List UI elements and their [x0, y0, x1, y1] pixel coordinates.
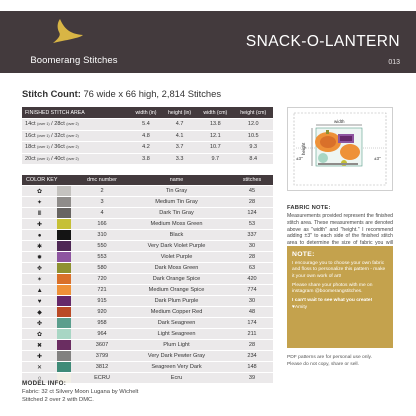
stitches-cell: 39 [231, 373, 273, 384]
note-box [287, 246, 393, 348]
stitches-cell: 28 [231, 197, 273, 208]
color-swatch [57, 329, 71, 339]
swatch-cell [57, 230, 82, 241]
floss-name-cell: Dark Tin Gray [122, 208, 231, 219]
symbol-cell: ○ [22, 373, 57, 384]
floss-name-cell: Very Dark Pewter Gray [122, 351, 231, 362]
stitches-cell: 30 [231, 241, 273, 252]
dmc-number-cell: 166 [82, 219, 122, 230]
dmc-number-cell: ECRU [82, 373, 122, 384]
dmc-number-cell: 3 [82, 197, 122, 208]
stitches-cell: 124 [231, 208, 273, 219]
preview-illustration [288, 108, 392, 190]
column-header: width (in) [130, 107, 162, 119]
color-swatch [57, 285, 71, 295]
height-in-cell: 3.7 [162, 142, 197, 154]
symbol-cell: ✱ [22, 241, 57, 252]
column-header: stitches [231, 175, 273, 186]
symbol-cell: ▲ [22, 285, 57, 296]
color-swatch [57, 197, 71, 207]
swatch-cell [57, 186, 82, 197]
dmc-number-cell: 310 [82, 230, 122, 241]
table-row [22, 362, 273, 373]
note-paragraph: Please share your photos with me on instagram @boomerangstitches. [292, 282, 373, 295]
stitches-cell: 420 [231, 274, 273, 285]
swatch-cell [57, 241, 82, 252]
width-cm-cell: 13.8 [197, 119, 233, 131]
stitches-cell: 63 [231, 263, 273, 274]
swatch-cell [57, 362, 82, 373]
column-header: FINISHED STITCH AREA [22, 107, 130, 119]
fabric-note-title: FABRIC NOTE: [287, 205, 331, 211]
floss-name-cell: Violet Purple [122, 252, 231, 263]
table-row [22, 351, 273, 362]
color-swatch [57, 274, 71, 284]
pattern-title: SNACK-O-LANTERN [245, 33, 400, 50]
table-header-row [22, 175, 273, 186]
color-swatch [57, 230, 71, 240]
symbol-cell: ✚ [22, 351, 57, 362]
table-row [22, 142, 273, 154]
fabric-count-cell: 14ct (over 1) / 28ct (over 2) [22, 119, 130, 131]
swatch-cell [57, 340, 82, 351]
color-swatch [57, 219, 71, 229]
table-row [22, 241, 273, 252]
table-row [22, 130, 273, 142]
floss-name-cell: Dark Seagreen [122, 318, 231, 329]
floss-name-cell: Plum Light [122, 340, 231, 351]
floss-name-cell: Medium Copper Red [122, 307, 231, 318]
height-cm-cell: 12.0 [234, 119, 274, 131]
dmc-number-cell: 720 [82, 274, 122, 285]
table-row [22, 318, 273, 329]
height-cm-cell: 9.3 [234, 142, 274, 154]
width-in-cell: 5.4 [130, 119, 162, 131]
pattern-preview-image [287, 107, 393, 191]
symbol-cell: ♥ [22, 296, 57, 307]
swatch-cell [57, 285, 82, 296]
table-row [22, 230, 273, 241]
stitches-cell: 774 [231, 285, 273, 296]
color-swatch [57, 318, 71, 328]
dmc-number-cell: 964 [82, 329, 122, 340]
swatch-cell [57, 296, 82, 307]
table-row [22, 329, 273, 340]
floss-name-cell: Very Dark Violet Purple [122, 241, 231, 252]
symbol-cell: ● [22, 230, 57, 241]
model-info [22, 380, 138, 404]
table-row [22, 208, 273, 219]
dmc-number-cell: 553 [82, 252, 122, 263]
width-label: width [334, 119, 345, 124]
color-key-body [22, 186, 273, 384]
floss-name-cell: Black [122, 230, 231, 241]
dmc-number-cell: 920 [82, 307, 122, 318]
color-swatch [57, 252, 71, 262]
table-row [22, 296, 273, 307]
stitches-cell: 28 [231, 252, 273, 263]
width-cm-cell: 12.1 [197, 130, 233, 142]
column-header: width (cm) [197, 107, 233, 119]
model-info-title: MODEL INFO: [22, 380, 67, 387]
stitch-count-value: 76 wide x 66 high, 2,814 Stitches [83, 88, 222, 99]
height-cm-cell: 10.5 [234, 130, 274, 142]
swatch-cell [57, 197, 82, 208]
color-key-table [22, 175, 273, 384]
symbol-cell: ✥ [22, 263, 57, 274]
color-swatch [57, 186, 71, 196]
symbol-cell: ✤ [22, 318, 57, 329]
floss-name-cell: Light Seagreen [122, 329, 231, 340]
symbol-cell: ✹ [22, 252, 57, 263]
symbol-cell: ✶ [22, 274, 57, 285]
floss-name-cell: Medium Moss Green [122, 219, 231, 230]
swatch-cell [57, 329, 82, 340]
table-row [22, 263, 273, 274]
column-header: COLOR KEY [22, 175, 82, 186]
stitches-cell: 28 [231, 340, 273, 351]
dmc-number-cell: 3799 [82, 351, 122, 362]
floss-name-cell: Medium Orange Spice [122, 285, 231, 296]
stitches-cell: 148 [231, 362, 273, 373]
width-in-cell: 4.8 [130, 130, 162, 142]
floss-name-cell: Medium Tin Gray [122, 197, 231, 208]
swatch-cell [57, 307, 82, 318]
swatch-cell [57, 252, 82, 263]
width-in-cell: 4.2 [130, 142, 162, 154]
brand-name: Boomerang Stitches [30, 55, 118, 66]
swatch-cell [57, 263, 82, 274]
margin-label-left: ±3" [296, 156, 303, 161]
header-banner [0, 11, 416, 73]
margin-label-right: ±3" [374, 156, 381, 161]
symbol-cell: ✿ [22, 186, 57, 197]
column-header: dmc number [82, 175, 122, 186]
dmc-number-cell: 550 [82, 241, 122, 252]
swatch-cell [57, 219, 82, 230]
note-closing: I can't wait to see what you create! [292, 298, 373, 304]
column-header: height (in) [162, 107, 197, 119]
table-row [22, 197, 273, 208]
stitches-cell: 174 [231, 318, 273, 329]
model-fabric-line: Fabric: 32 ct Silvery Moon Lugana by Wichelt [22, 389, 139, 395]
pdf-note-line: PDF patterns are for personal use only. [287, 355, 372, 360]
pattern-code: 013 [388, 59, 400, 66]
color-swatch [57, 208, 71, 218]
color-swatch [57, 307, 71, 317]
color-swatch [57, 241, 71, 251]
color-swatch [57, 340, 71, 350]
color-swatch [57, 263, 71, 273]
pdf-note-line: Please do not copy, share or sell. [287, 361, 359, 367]
floss-name-cell: Dark Orange Spice [122, 274, 231, 285]
dmc-number-cell: 915 [82, 296, 122, 307]
table-row [22, 153, 273, 165]
finished-stitch-area-table [22, 107, 273, 165]
symbol-cell: ✚ [22, 219, 57, 230]
floss-name-cell: Dark Moss Green [122, 263, 231, 274]
dmc-number-cell: 3607 [82, 340, 122, 351]
table-row [22, 219, 273, 230]
table-header-row [22, 107, 273, 119]
stitches-cell: 48 [231, 307, 273, 318]
floss-name-cell: Tin Gray [122, 186, 231, 197]
stitches-cell: 45 [231, 186, 273, 197]
table-row [22, 340, 273, 351]
color-swatch [57, 351, 71, 361]
dmc-number-cell: 721 [82, 285, 122, 296]
stitches-cell: 337 [231, 230, 273, 241]
dmc-number-cell: 4 [82, 208, 122, 219]
swatch-cell [57, 318, 82, 329]
table-row [22, 307, 273, 318]
fabric-note-text: Measurements provided represent the finished stitch area. These measurements are denoted above as "width" and "height." I recommend adding ±3" to each side of the finished stitch area to determine the size of fabric you will [287, 213, 393, 247]
dmc-number-cell: 958 [82, 318, 122, 329]
stitches-cell: 30 [231, 296, 273, 307]
stitches-cell: 53 [231, 219, 273, 230]
fabric-count-cell: 16ct (over 1) / 32ct (over 2) [22, 130, 130, 142]
note-paragraph: I encourage you to choose your own fabric and floss to personalize this pattern - make it your own work of art! [292, 261, 386, 279]
swatch-cell [57, 208, 82, 219]
symbol-cell: ◆ [22, 307, 57, 318]
boomerang-logo-icon [50, 18, 84, 44]
column-header: height (cm) [234, 107, 274, 119]
pdf-usage-note [287, 355, 397, 369]
snack-lantern-illustration [315, 128, 362, 166]
color-swatch [57, 296, 71, 306]
height-cm-cell: 8.4 [234, 153, 274, 165]
symbol-cell: ✖ [22, 340, 57, 351]
swatch-cell [57, 351, 82, 362]
width-cm-cell: 10.7 [197, 142, 233, 154]
column-header: name [122, 175, 231, 186]
stitch-count-label: Stitch Count: [22, 88, 81, 99]
fabric-count-cell: 20ct (over 1) / 40ct (over 2) [22, 153, 130, 165]
symbol-cell: ✿ [22, 329, 57, 340]
table-row [22, 119, 273, 131]
table-row [22, 285, 273, 296]
height-in-cell: 3.3 [162, 153, 197, 165]
table-row [22, 252, 273, 263]
width-cm-cell: 9.7 [197, 153, 233, 165]
height-in-cell: 4.7 [162, 119, 197, 131]
height-label: height [301, 142, 306, 155]
floss-name-cell: Seagreen Very Dark [122, 362, 231, 373]
fabric-count-cell: 18ct (over 1) / 36ct (over 2) [22, 142, 130, 154]
symbol-cell: ✕ [22, 362, 57, 373]
note-title: NOTE: [292, 251, 315, 258]
dmc-number-cell: 2 [82, 186, 122, 197]
stitch-count [22, 88, 221, 99]
stitches-cell: 234 [231, 351, 273, 362]
width-in-cell: 3.8 [130, 153, 162, 165]
table-row [22, 186, 273, 197]
swatch-cell [57, 274, 82, 285]
symbol-cell: Ⅲ [22, 208, 57, 219]
table-row [22, 274, 273, 285]
floss-name-cell: Ecru [122, 373, 231, 384]
stitches-cell: 211 [231, 329, 273, 340]
floss-name-cell: Dark Plum Purple [122, 296, 231, 307]
color-swatch [57, 362, 71, 372]
height-in-cell: 4.1 [162, 130, 197, 142]
dmc-number-cell: 3812 [82, 362, 122, 373]
symbol-cell: ✦ [22, 197, 57, 208]
dmc-number-cell: 580 [82, 263, 122, 274]
model-stitched-line: Stitched 2 over 2 with DMC. [22, 397, 94, 403]
note-signature: ♥Amity [292, 304, 308, 310]
